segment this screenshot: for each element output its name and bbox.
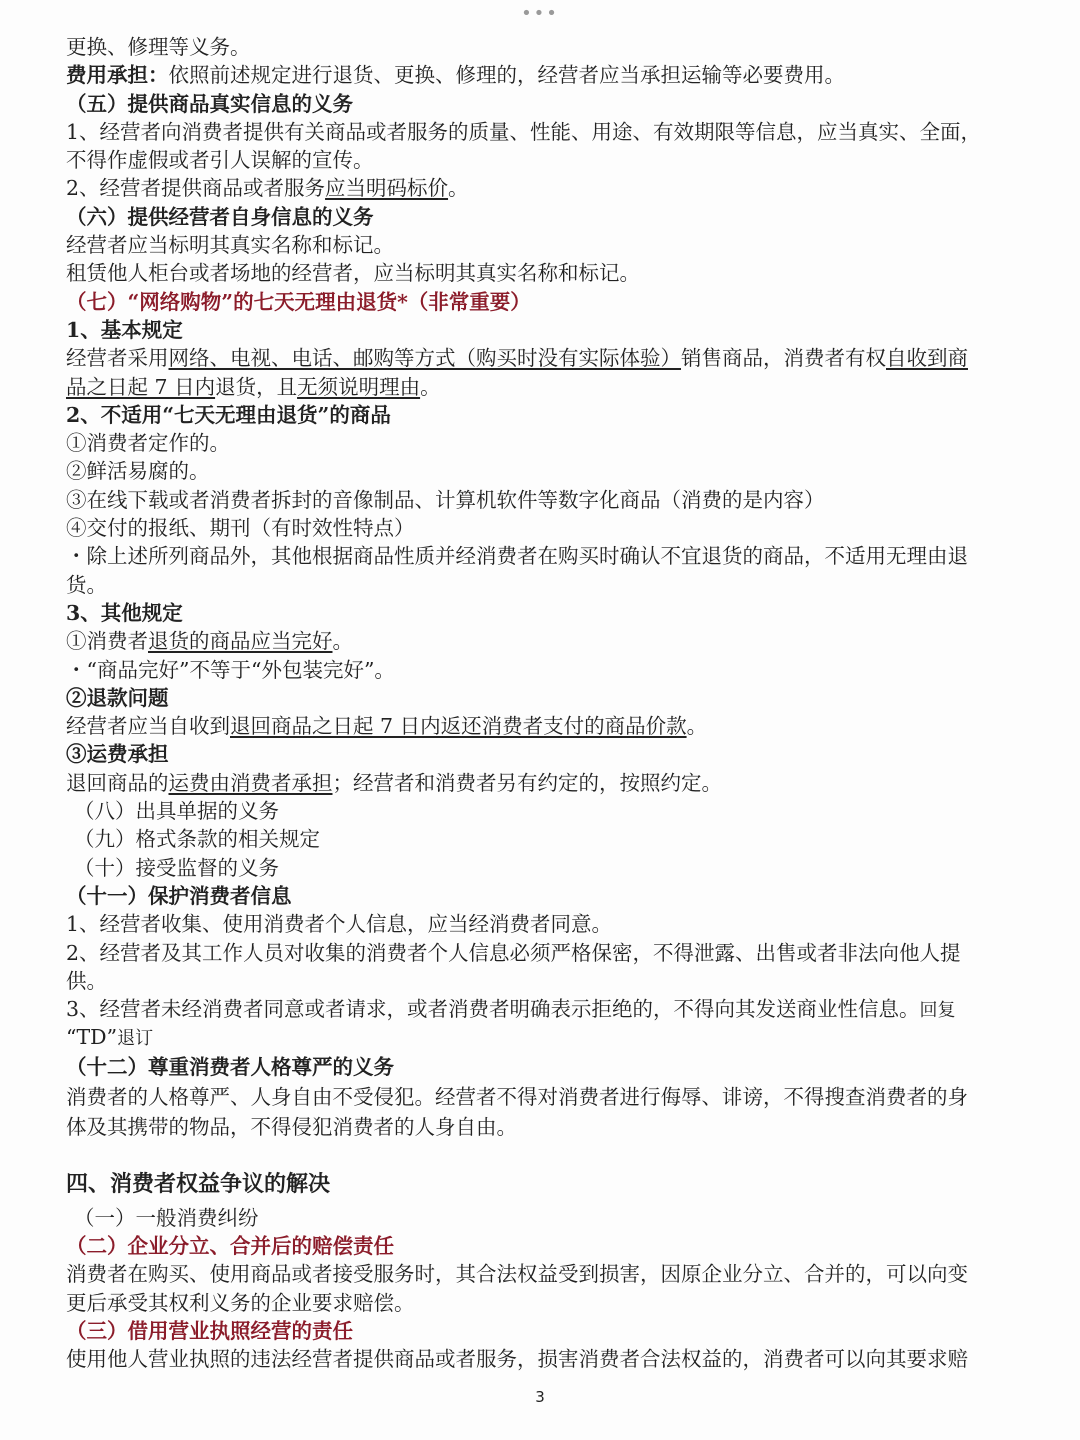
text-span: 3、经营者未经消费者同意或者请求，或者消费者明确表示拒绝的，不得向其发送商业性信息。 (66, 997, 920, 1022)
underlined-text: 自收到商 (886, 346, 968, 371)
subheading: ②退款问题 (66, 685, 169, 710)
underlined-text: 无须说明理由 (297, 374, 421, 399)
list-item: （八）出具单据的义务 (74, 799, 279, 824)
text-line (66, 344, 1018, 372)
section-heading: （六）提供经营者自身信息的义务 (66, 204, 374, 229)
text-line (66, 174, 1018, 202)
list-item: ①消费者定作的。 (66, 431, 230, 456)
text-line (66, 1023, 1018, 1051)
text-line: 使用他人营业执照的违法经营者提供商品或者服务，损害消费者合法权益的，消费者可以向其要求赔 (66, 1347, 968, 1372)
text-line (66, 712, 1018, 740)
text-span: 退回商品的 (66, 770, 169, 795)
subheading: 2、不适用“七天无理由退货”的商品 (66, 402, 391, 427)
page-number: 3 (535, 1388, 545, 1406)
text-line: ・除上述所列商品外，其他根据商品性质并经消费者在购买时确认不宜退货的商品，不适用无理由退 (66, 544, 968, 569)
text-line: 更换、修理等义务。 (66, 35, 251, 59)
text-line (66, 61, 1018, 89)
list-item: ③在线下载或者消费者拆封的音像制品、计算机软件等数字化商品（消费的是内容） (66, 487, 825, 512)
list-item: （十）接受监督的义务 (74, 855, 279, 880)
underlined-text: 退货的商品应当完好 (148, 629, 333, 654)
text-line: 消费者的人格尊严、人身自由不受侵犯。经营者不得对消费者进行侮辱、诽谤，不得搜查消费者的身 (66, 1084, 968, 1109)
text-line: 不得作虚假或者引人误解的宣传。 (66, 148, 374, 173)
bold-label: 费用承担： (66, 63, 169, 88)
highlighted-heading: （三）借用营业执照经营的责任 (66, 1318, 353, 1343)
text-line (66, 995, 1018, 1023)
underlined-text: 退回商品之日起 7 日内返还消费者支付的商品价款 (230, 714, 687, 739)
text-line: 2、经营者及其工作人员对收集的消费者个人信息必须严格保密，不得泄露、出售或者非法向他人提 (66, 940, 961, 965)
more-options-icon[interactable]: ••• (521, 3, 559, 24)
underlined-text: 运费由消费者承担 (168, 770, 333, 795)
list-item (66, 627, 1018, 655)
highlighted-heading: （七）“网络购物”的七天无理由退货*（非常重要） (66, 289, 531, 314)
list-item: ④交付的报纸、期刊（有时效性特点） (66, 516, 415, 541)
underlined-text: 应当明码标价 (325, 176, 449, 201)
section-heading: （五）提供商品真实信息的义务 (66, 91, 353, 116)
text-span: “TD” (66, 1025, 118, 1050)
text-line: 1、经营者收集、使用消费者个人信息，应当经消费者同意。 (66, 912, 613, 937)
text-span: 。 (448, 176, 469, 201)
handwritten-note: 回复 (919, 1000, 956, 1022)
text-span: 。 (332, 629, 353, 654)
text-line: ・“商品完好”不等于“外包装完好”。 (66, 657, 395, 682)
text-line: 1、经营者向消费者提供有关商品或者服务的质量、性能、用途、有效期限等信息，应当真实、全面， (66, 119, 982, 144)
underlined-text: 品之日起 7 日内 (66, 374, 216, 399)
list-item: ②鲜活易腐的。 (66, 459, 210, 484)
subheading: 3、其他规定 (66, 600, 183, 625)
text-span: ；经营者和消费者另有约定的，按照约定。 (332, 770, 722, 795)
handwritten-note: 退订 (117, 1028, 154, 1050)
text-span: 销售商品，消费者有权 (681, 346, 886, 371)
text-span: 2、经营者提供商品或者服务 (66, 176, 326, 201)
text-line: 货。 (66, 572, 107, 597)
text-span: 。 (686, 714, 708, 739)
text-line: 租赁他人柜台或者场地的经营者，应当标明其真实名称和标记。 (66, 261, 640, 286)
section-heading: （十一）保护消费者信息 (66, 883, 292, 908)
underlined-text: 网络、电视、电话、邮购等方式（购买时没有实际体验） (168, 346, 681, 371)
document-body (66, 33, 1018, 1373)
text-line: 更后承受其权利义务的企业要求赔偿。 (66, 1290, 415, 1315)
text-span: 退货，且 (215, 374, 298, 399)
text-line (66, 769, 1018, 797)
text-line: 供。 (66, 968, 107, 993)
text-span: 依照前述规定进行退货、更换、修理的，经营者应当承担运输等必要费用。 (168, 63, 845, 88)
text-line (66, 373, 1018, 401)
list-item: （一）一般消费纠纷 (74, 1205, 259, 1230)
highlighted-heading: （二）企业分立、合并后的赔偿责任 (66, 1233, 394, 1258)
text-line: 经营者应当标明其真实名称和标记。 (66, 233, 394, 258)
section-heading: （十二）尊重消费者人格尊严的义务 (66, 1054, 394, 1079)
text-line: 体及其携带的物品，不得侵犯消费者的人身自由。 (66, 1114, 517, 1139)
text-span: 。 (420, 374, 441, 399)
text-span: ①消费者 (66, 629, 148, 654)
text-span: 经营者应当自收到 (66, 714, 230, 739)
text-line: 消费者在购买、使用商品或者接受服务时，其合法权益受到损害，因原企业分立、合并的，可以向变 (66, 1262, 968, 1287)
subheading: ③运费承担 (66, 742, 169, 767)
text-span: 经营者采用 (66, 346, 169, 371)
list-item: （九）格式条款的相关规定 (74, 827, 320, 852)
subheading: 1、基本规定 (66, 317, 183, 342)
chapter-heading: 四、消费者权益争议的解决 (66, 1170, 331, 1197)
